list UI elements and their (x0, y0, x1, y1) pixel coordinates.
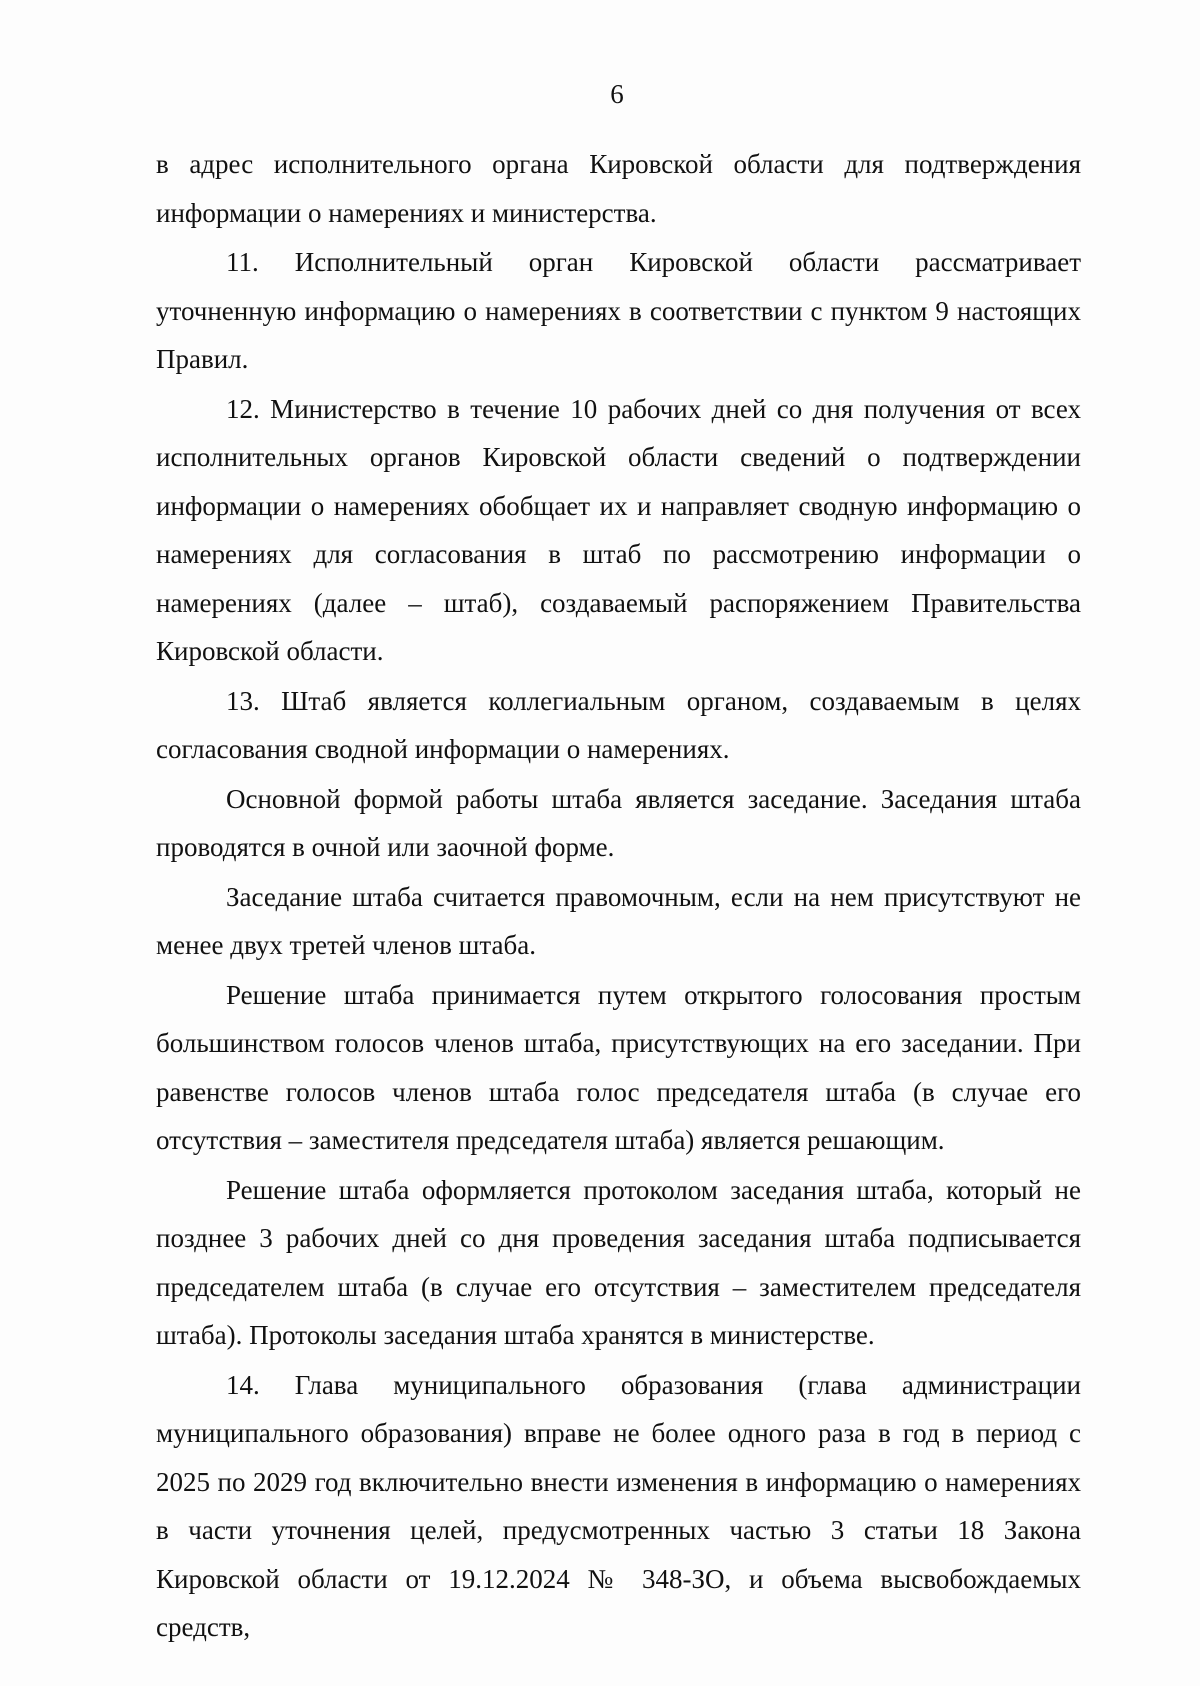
paragraph-item-11: 11. Исполнительный орган Кировской области рассматривает уточненную информацию о намерениях в соответствии с пунктом 9 настоящих Правил. (156, 247, 1081, 374)
paragraph-item-14: 14. Глава муниципального образования (глава администрации муниципального образования) вправе не более одного раза в год в период с 2025 по 2029 год включительно внести изменения в информацию о намерениях в части уточнения целей, предусмотренных частью 3 статьи 18 Закона Кировской области от 19.12.2024 № 348-ЗО, и объема высвобождаемых средств, (156, 1369, 1081, 1642)
paragraph-quorum: Заседание штаба считается правомочным, если на нем присутствуют не менее двух третей членов штаба. (156, 881, 1081, 960)
paragraph-item-13: 13. Штаб является коллегиальным органом, создаваемым в целях согласования сводной информации о намерениях. (156, 685, 1081, 764)
paragraph-protocol: Решение штаба оформляется протоколом заседания штаба, который не позднее 3 рабочих дней со дня проведения заседания штаба подписывается председателем штаба (в случае его отсутствия – заместителем председателя штаба). Протоколы заседания штаба хранятся в министерстве. (156, 1174, 1081, 1350)
document-body (156, 140, 1081, 1652)
paragraph-continuation: в адрес исполнительного органа Кировской области для подтверждения информации о намерениях и министерства. (156, 149, 1081, 228)
page-number: 6 (610, 79, 624, 109)
paragraph-meeting-form: Основной формой работы штаба является заседание. Заседания штаба проводятся в очной или заочной форме. (156, 783, 1081, 862)
paragraph-voting: Решение штаба принимается путем открытого голосования простым большинством голосов членов штаба, присутствующих на его заседании. При равенстве голосов членов штаба голос председателя штаба (в случае его отсутствия – заместителя председателя штаба) является решающим. (156, 979, 1081, 1155)
paragraph-item-12: 12. Министерство в течение 10 рабочих дней со дня получения от всех исполнительных органов Кировской области сведений о подтверждении информации о намерениях обобщает их и направляет сводную информацию о намерениях для согласования в штаб по рассмотрению информации о намерениях (далее – штаб), создаваемый распоряжением Правительства Кировской области. (156, 393, 1081, 666)
